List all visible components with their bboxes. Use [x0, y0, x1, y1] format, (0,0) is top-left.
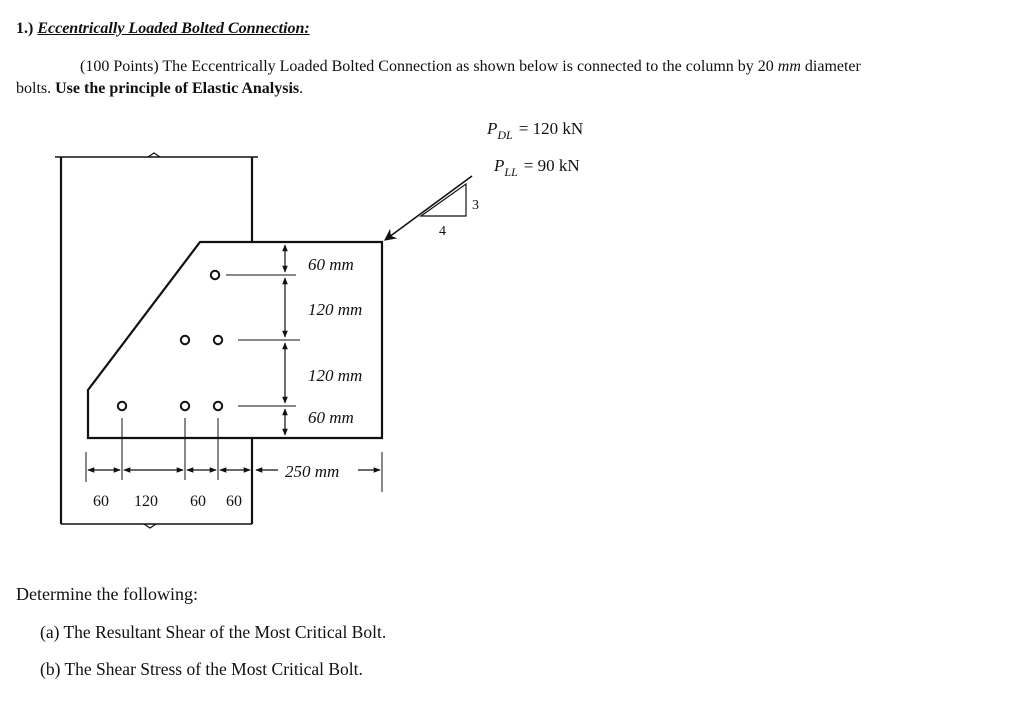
slope-triangle — [421, 184, 466, 216]
dim-horizontal-2: 120 — [134, 493, 158, 510]
bolt — [211, 271, 219, 279]
slope-rise: 3 — [472, 198, 479, 213]
live-load-label — [493, 156, 580, 179]
load-arrow — [385, 176, 472, 240]
dim-horizontal-3: 60 — [190, 493, 206, 510]
bolt — [181, 402, 189, 410]
dead-load-subscript: DL — [497, 128, 513, 142]
intro-text-b: diameter — [800, 58, 861, 75]
bolt — [118, 402, 126, 410]
intro-unit: mm — [777, 58, 801, 75]
dim-vertical-4: 60 mm — [308, 408, 354, 427]
live-load-value: = 90 kN — [523, 156, 580, 175]
question-b: (b) The Shear Stress of the Most Critical Bolt. — [40, 659, 363, 679]
bolt-group — [118, 271, 222, 410]
column — [55, 153, 258, 528]
question-a: (a) The Resultant Shear of the Most Critical Bolt. — [40, 622, 387, 642]
dead-load-label — [486, 119, 583, 142]
intro-text-c: bolts. — [16, 80, 56, 97]
questions-intro: Determine the following: — [16, 584, 198, 604]
slope-run: 4 — [439, 224, 446, 239]
bolt — [181, 336, 189, 344]
intro-text-a: (100 Points) The Eccentrically Loaded Bolted Connection as shown below is connected to the column by 20 — [80, 58, 778, 75]
live-load-symbol: P — [494, 156, 505, 175]
problem-title: Eccentrically Loaded Bolted Connection: — [37, 20, 310, 37]
dim-vertical-1: 60 mm — [308, 255, 354, 274]
problem-number: 1.) — [16, 20, 34, 37]
bolt — [214, 402, 222, 410]
bolt — [214, 336, 222, 344]
dim-vertical-3: 120 mm — [308, 366, 363, 385]
dim-horizontal-1: 60 — [93, 493, 109, 510]
intro-text-end: . — [299, 80, 304, 97]
dim-eccentricity: 250 mm — [285, 462, 340, 481]
dead-load-symbol: P — [487, 119, 498, 138]
live-load-subscript: LL — [504, 165, 518, 179]
dead-load-value: = 120 kN — [518, 119, 584, 138]
intro-emphasis: Use the principle of Elastic Analysis — [55, 80, 300, 97]
dim-horizontal-4: 60 — [226, 493, 242, 510]
dim-vertical-2: 120 mm — [308, 300, 363, 319]
